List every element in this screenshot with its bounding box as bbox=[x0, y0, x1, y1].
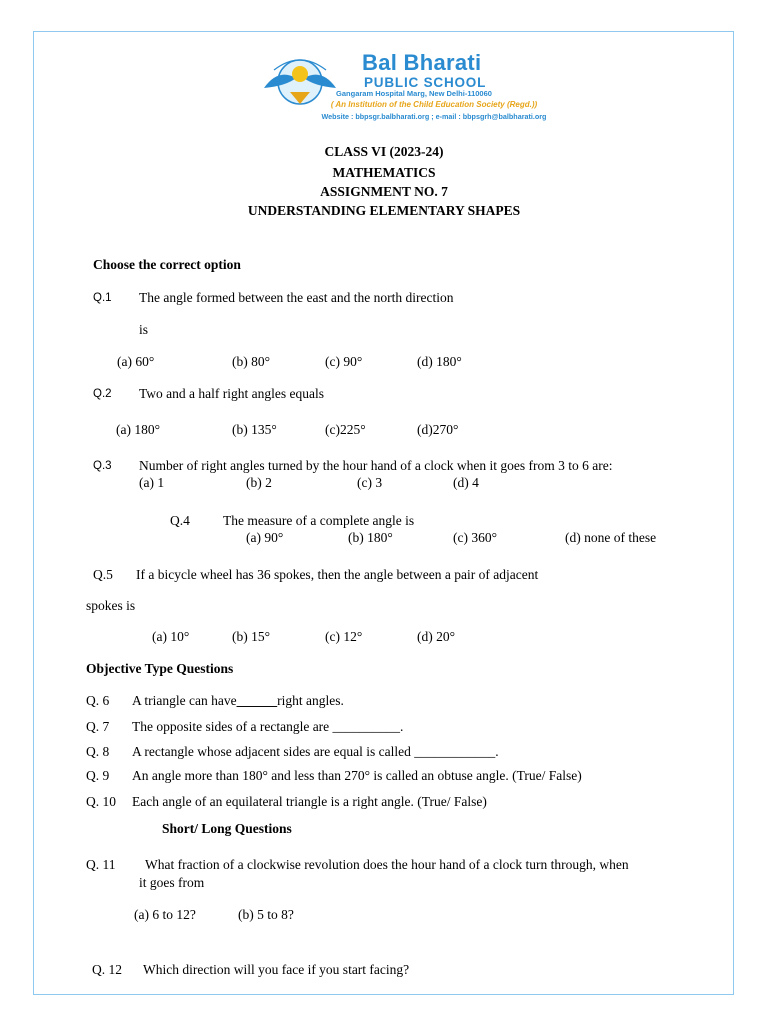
q4-option-a: (a) 90° bbox=[246, 530, 284, 545]
class-line: CLASS VI (2023-24) bbox=[324, 144, 444, 159]
q2-number: Q.2 bbox=[93, 388, 112, 400]
q3-text: Number of right angles turned by the hour hand of a clock when it goes from 3 to 6 are: bbox=[139, 458, 613, 473]
q11-text: What fraction of a clockwise revolution does the hour hand of a clock turn through, when bbox=[145, 857, 629, 872]
q1-option-a: (a) 60° bbox=[117, 354, 155, 369]
q5-text-cont: spokes is bbox=[86, 598, 136, 613]
topic-title: UNDERSTANDING ELEMENTARY SHAPES bbox=[247, 203, 521, 218]
section-title-objective: Objective Type Questions bbox=[86, 661, 234, 676]
q4-option-b: (b) 180° bbox=[348, 530, 393, 545]
school-subtitle: PUBLIC SCHOOL bbox=[364, 75, 487, 90]
q6-blank: ______ bbox=[236, 693, 278, 708]
q12-number: Q. 12 bbox=[92, 962, 122, 977]
q10-number: Q. 10 bbox=[86, 794, 116, 809]
q2-option-a: (a) 180° bbox=[116, 422, 161, 437]
school-society: ( An Institution of the Child Education Society (Regd.)) bbox=[330, 100, 538, 109]
q2-option-d: (d)270° bbox=[417, 422, 459, 437]
q6-text-pre: A triangle can have bbox=[132, 693, 237, 708]
q11-number: Q. 11 bbox=[86, 857, 116, 872]
q5-option-a: (a) 10° bbox=[152, 629, 190, 644]
q2-text: Two and a half right angles equals bbox=[139, 386, 324, 401]
q1-option-c: (c) 90° bbox=[325, 354, 363, 369]
q5-number: Q.5 bbox=[93, 567, 113, 582]
q9-text: An angle more than 180° and less than 270° is called an obtuse angle. (True/ False) bbox=[132, 768, 582, 783]
q5-option-c: (c) 12° bbox=[325, 629, 363, 644]
q5-option-d: (d) 20° bbox=[417, 629, 456, 644]
q1-number: Q.1 bbox=[93, 292, 112, 304]
q1-option-b: (b) 80° bbox=[232, 354, 271, 369]
q6-number: Q. 6 bbox=[86, 693, 110, 708]
q6-text-post: right angles. bbox=[277, 693, 344, 708]
q1-text-cont: is bbox=[139, 322, 149, 337]
q9-number: Q. 9 bbox=[86, 768, 110, 783]
q3-option-a: (a) 1 bbox=[139, 475, 165, 490]
q3-number: Q.3 bbox=[93, 460, 112, 472]
q4-number: Q.4 bbox=[170, 513, 190, 528]
school-contact: Website : bbpsgr.balbharati.org ; e-mail : bbpsgrh@balbharati.org bbox=[321, 112, 547, 121]
q4-option-d: (d) none of these bbox=[565, 530, 657, 545]
q2-option-b: (b) 135° bbox=[232, 422, 277, 437]
school-name: Bal Bharati bbox=[362, 50, 482, 75]
q4-option-c: (c) 360° bbox=[453, 530, 498, 545]
q5-text: If a bicycle wheel has 36 spokes, then the angle between a pair of adjacent bbox=[136, 567, 539, 582]
q7-text: The opposite sides of a rectangle are __________. bbox=[132, 719, 404, 734]
section-title-short-long: Short/ Long Questions bbox=[162, 821, 292, 836]
assignment-number: ASSIGNMENT NO. 7 bbox=[320, 184, 448, 199]
school-address: Gangaram Hospital Marg, New Delhi-110060 bbox=[336, 89, 492, 98]
q3-option-c: (c) 3 bbox=[357, 475, 383, 490]
q1-option-d: (d) 180° bbox=[417, 354, 462, 369]
q8-text: A rectangle whose adjacent sides are equal is called ____________. bbox=[132, 744, 499, 759]
q8-number: Q. 8 bbox=[86, 744, 110, 759]
section-title-mcq: Choose the correct option bbox=[93, 257, 241, 272]
q3-option-d: (d) 4 bbox=[453, 475, 479, 490]
q4-text: The measure of a complete angle is bbox=[223, 513, 415, 528]
q7-number: Q. 7 bbox=[86, 719, 110, 734]
q11-option-a: (a) 6 to 12? bbox=[134, 907, 196, 922]
subject-title: MATHEMATICS bbox=[332, 165, 436, 180]
q11-option-b: (b) 5 to 8? bbox=[238, 907, 294, 922]
q2-option-c: (c)225° bbox=[325, 422, 366, 437]
q12-text: Which direction will you face if you start facing? bbox=[143, 962, 410, 977]
q6-text bbox=[132, 693, 344, 709]
q11-text-cont: it goes from bbox=[139, 875, 205, 890]
q10-text: Each angle of an equilateral triangle is a right angle. (True/ False) bbox=[132, 794, 487, 809]
q5-option-b: (b) 15° bbox=[232, 629, 271, 644]
q3-option-b: (b) 2 bbox=[246, 475, 272, 490]
q1-text: The angle formed between the east and the north direction bbox=[139, 290, 454, 305]
